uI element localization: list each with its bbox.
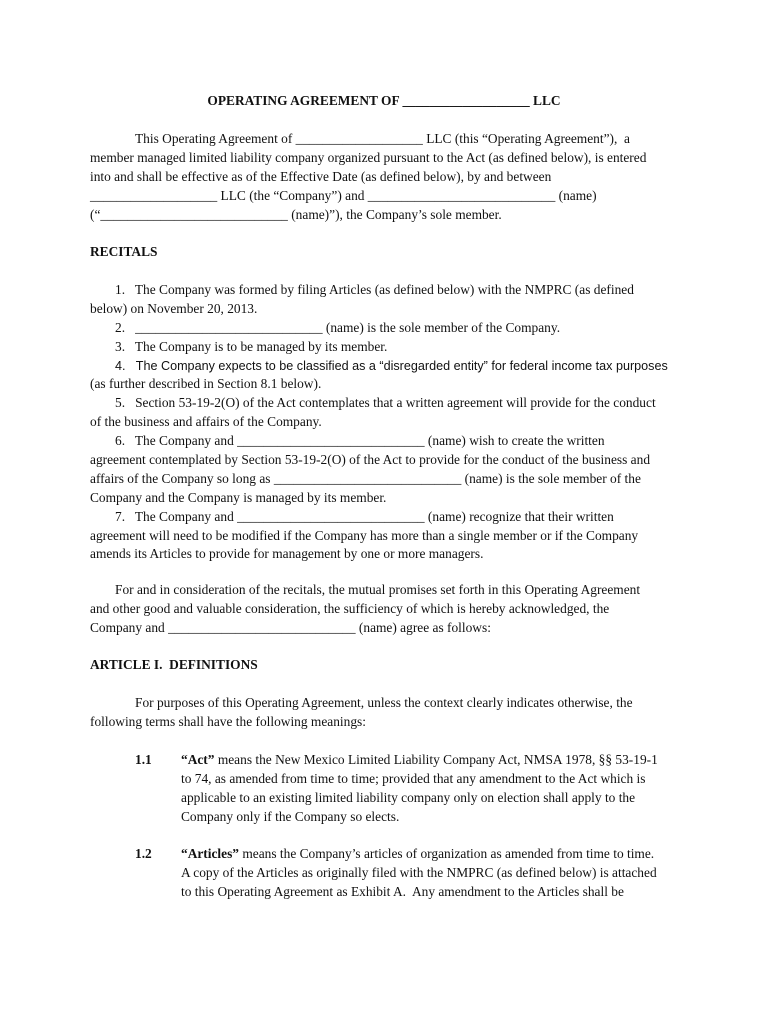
- recital-line: agreement contemplated by Section 53-19-2(O) of the Act to provide for the conduct of the business and: [90, 452, 651, 468]
- definition-line: applicable to an existing limited liability company only on election shall apply to the: [181, 789, 636, 805]
- intro-line: (“____________________________ (name)”), the Company’s sole member.: [90, 206, 502, 222]
- recital-line: Company and the Company is managed by its member.: [90, 489, 387, 505]
- article-1-heading: ARTICLE I. DEFINITIONS: [90, 657, 258, 672]
- definition-line: Company only if the Company so elects.: [181, 808, 400, 824]
- definition-first-line: [181, 845, 677, 864]
- definition-articles: [181, 845, 677, 902]
- intro-line: ___________________ LLC (the “Company”) and ____________________________ (name): [90, 187, 597, 203]
- recital-line: 1. The Company was formed by filing Articles (as defined below) with the NMPRC (as defined: [115, 282, 634, 297]
- recital-line: 2. ____________________________ (name) is the sole member of the Company.: [115, 319, 561, 335]
- intro-paragraph: [90, 130, 678, 224]
- article-1-intro-line: For purposes of this Operating Agreement, unless the context clearly indicates otherwise, the: [135, 695, 633, 710]
- recitals-heading: RECITALS: [90, 244, 158, 259]
- article-1-intro: [90, 694, 678, 732]
- recital-line: agreement will need to be modified if the Company has more than a single member or if the Company: [90, 527, 639, 543]
- recital-line: below) on November 20, 2013.: [90, 300, 258, 316]
- recital-item: [90, 338, 678, 357]
- consideration-line: and other good and valuable consideration, the sufficiency of which is hereby acknowledged, the: [90, 600, 610, 616]
- recital-item: [90, 432, 678, 508]
- document-title: OPERATING AGREEMENT OF ___________________ LLC: [207, 93, 561, 108]
- definition-term: “Act”: [181, 752, 215, 767]
- recitals-list: [90, 281, 678, 564]
- recital-line: 3. The Company is to be managed by its member.: [115, 338, 388, 354]
- definition-line: A copy of the Articles as originally filed with the NMPRC (as defined below) is attached: [181, 864, 657, 880]
- consideration-paragraph: [90, 581, 678, 638]
- recital-line: 7. The Company and ____________________________ (name) recognize that their written: [115, 508, 614, 524]
- recital-item: [90, 281, 678, 319]
- definition-line: to 74, as amended from time to time; provided that any amendment to the Act which is: [181, 770, 646, 786]
- recital-line: amends its Articles to provide for management by one or more managers.: [90, 546, 484, 562]
- definition-number: 1.2: [135, 846, 152, 861]
- recital-line: 4. The Company expects to be classified as a “disregarded entity” for federal income tax purposes: [115, 358, 668, 373]
- definition-act: [181, 751, 677, 827]
- definition-line: to this Operating Agreement as Exhibit A. Any amendment to the Articles shall be: [181, 883, 624, 899]
- recital-item: [90, 319, 678, 338]
- recital-line: 6. The Company and ____________________________ (name) wish to create the written: [115, 433, 605, 449]
- recital-item: [90, 394, 678, 432]
- definition-text: means the New Mexico Limited Liability Company Act, NMSA 1978, §§ 53-19-1: [214, 752, 658, 767]
- recital-line: affairs of the Company so long as ____________________________ (name) is the sole member of the: [90, 470, 641, 486]
- recital-line: of the business and affairs of the Company.: [90, 414, 322, 430]
- consideration-line: For and in consideration of the recitals, the mutual promises set forth in this Operating Agreement: [115, 582, 641, 597]
- definition-text: means the Company’s articles of organization as amended from time to time.: [239, 846, 655, 861]
- consideration-line: Company and ____________________________ (name) agree as follows:: [90, 619, 491, 635]
- recital-line: (as further described in Section 8.1 below).: [90, 376, 322, 392]
- intro-line: member managed limited liability company organized pursuant to the Act (as defined below), is entered: [90, 149, 647, 165]
- definition-first-line: [181, 751, 677, 770]
- recital-line: 5. Section 53-19-2(O) of the Act contemplates that a written agreement will provide for the conduct: [115, 395, 656, 411]
- recital-item: [90, 357, 678, 395]
- article-1-intro-line: following terms shall have the following meanings:: [90, 713, 366, 729]
- recital-item: [90, 508, 678, 565]
- intro-line: into and shall be effective as of the Effective Date (as defined below), by and between: [90, 168, 552, 184]
- definition-term: “Articles”: [181, 846, 240, 861]
- definition-number: 1.1: [135, 752, 152, 767]
- intro-line: This Operating Agreement of ___________________ LLC (this “Operating Agreement”), a: [135, 131, 630, 146]
